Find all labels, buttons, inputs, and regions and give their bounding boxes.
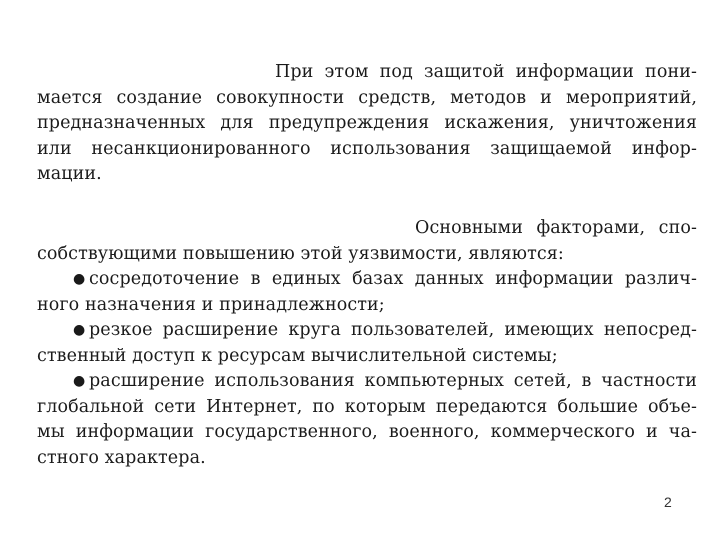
text-line: предназначенных для предупреждения искажения, уничтожения [37,113,697,133]
bullet-item [37,369,697,395]
bullet-icon: ● [73,271,86,287]
text-line: расширение использования компьютерных сетей, в частности [89,371,697,391]
text-line: Основными факторами, спо- [415,218,697,238]
text-line: мации. [37,164,102,184]
text-line: или несанкционированного использования защищаемой инфор- [37,138,697,159]
bullet-item [37,267,697,293]
text-line: сосредоточение в единых базах данных информации различ- [89,269,697,289]
text-line: собствующими повышению этой уязвимости, являются: [37,243,564,264]
page-number: 2 [664,494,672,510]
paragraph-factors [37,216,697,471]
text-line: При этом под защитой информации пони- [275,62,697,82]
text-line: глобальной сети Интернет, по которым передаются большие объе- [37,396,697,417]
text-line: ственный доступ к ресурсам вычислительной системы; [37,345,558,366]
bullet-icon: ● [73,373,86,389]
bullet-item [37,318,697,344]
text-line: мается создание совокупности средств, методов и мероприятий, [37,87,697,108]
bullet-icon: ● [73,322,86,338]
text-line: мы информации государственного, военного, коммерческого и ча- [37,422,697,442]
text-line: стного характера. [37,447,206,468]
text-line: ного назначения и принадлежности; [37,294,385,315]
paragraph-definition [37,60,697,188]
text-line: резкое расширение круга пользователей, имеющих непосред- [89,320,697,340]
